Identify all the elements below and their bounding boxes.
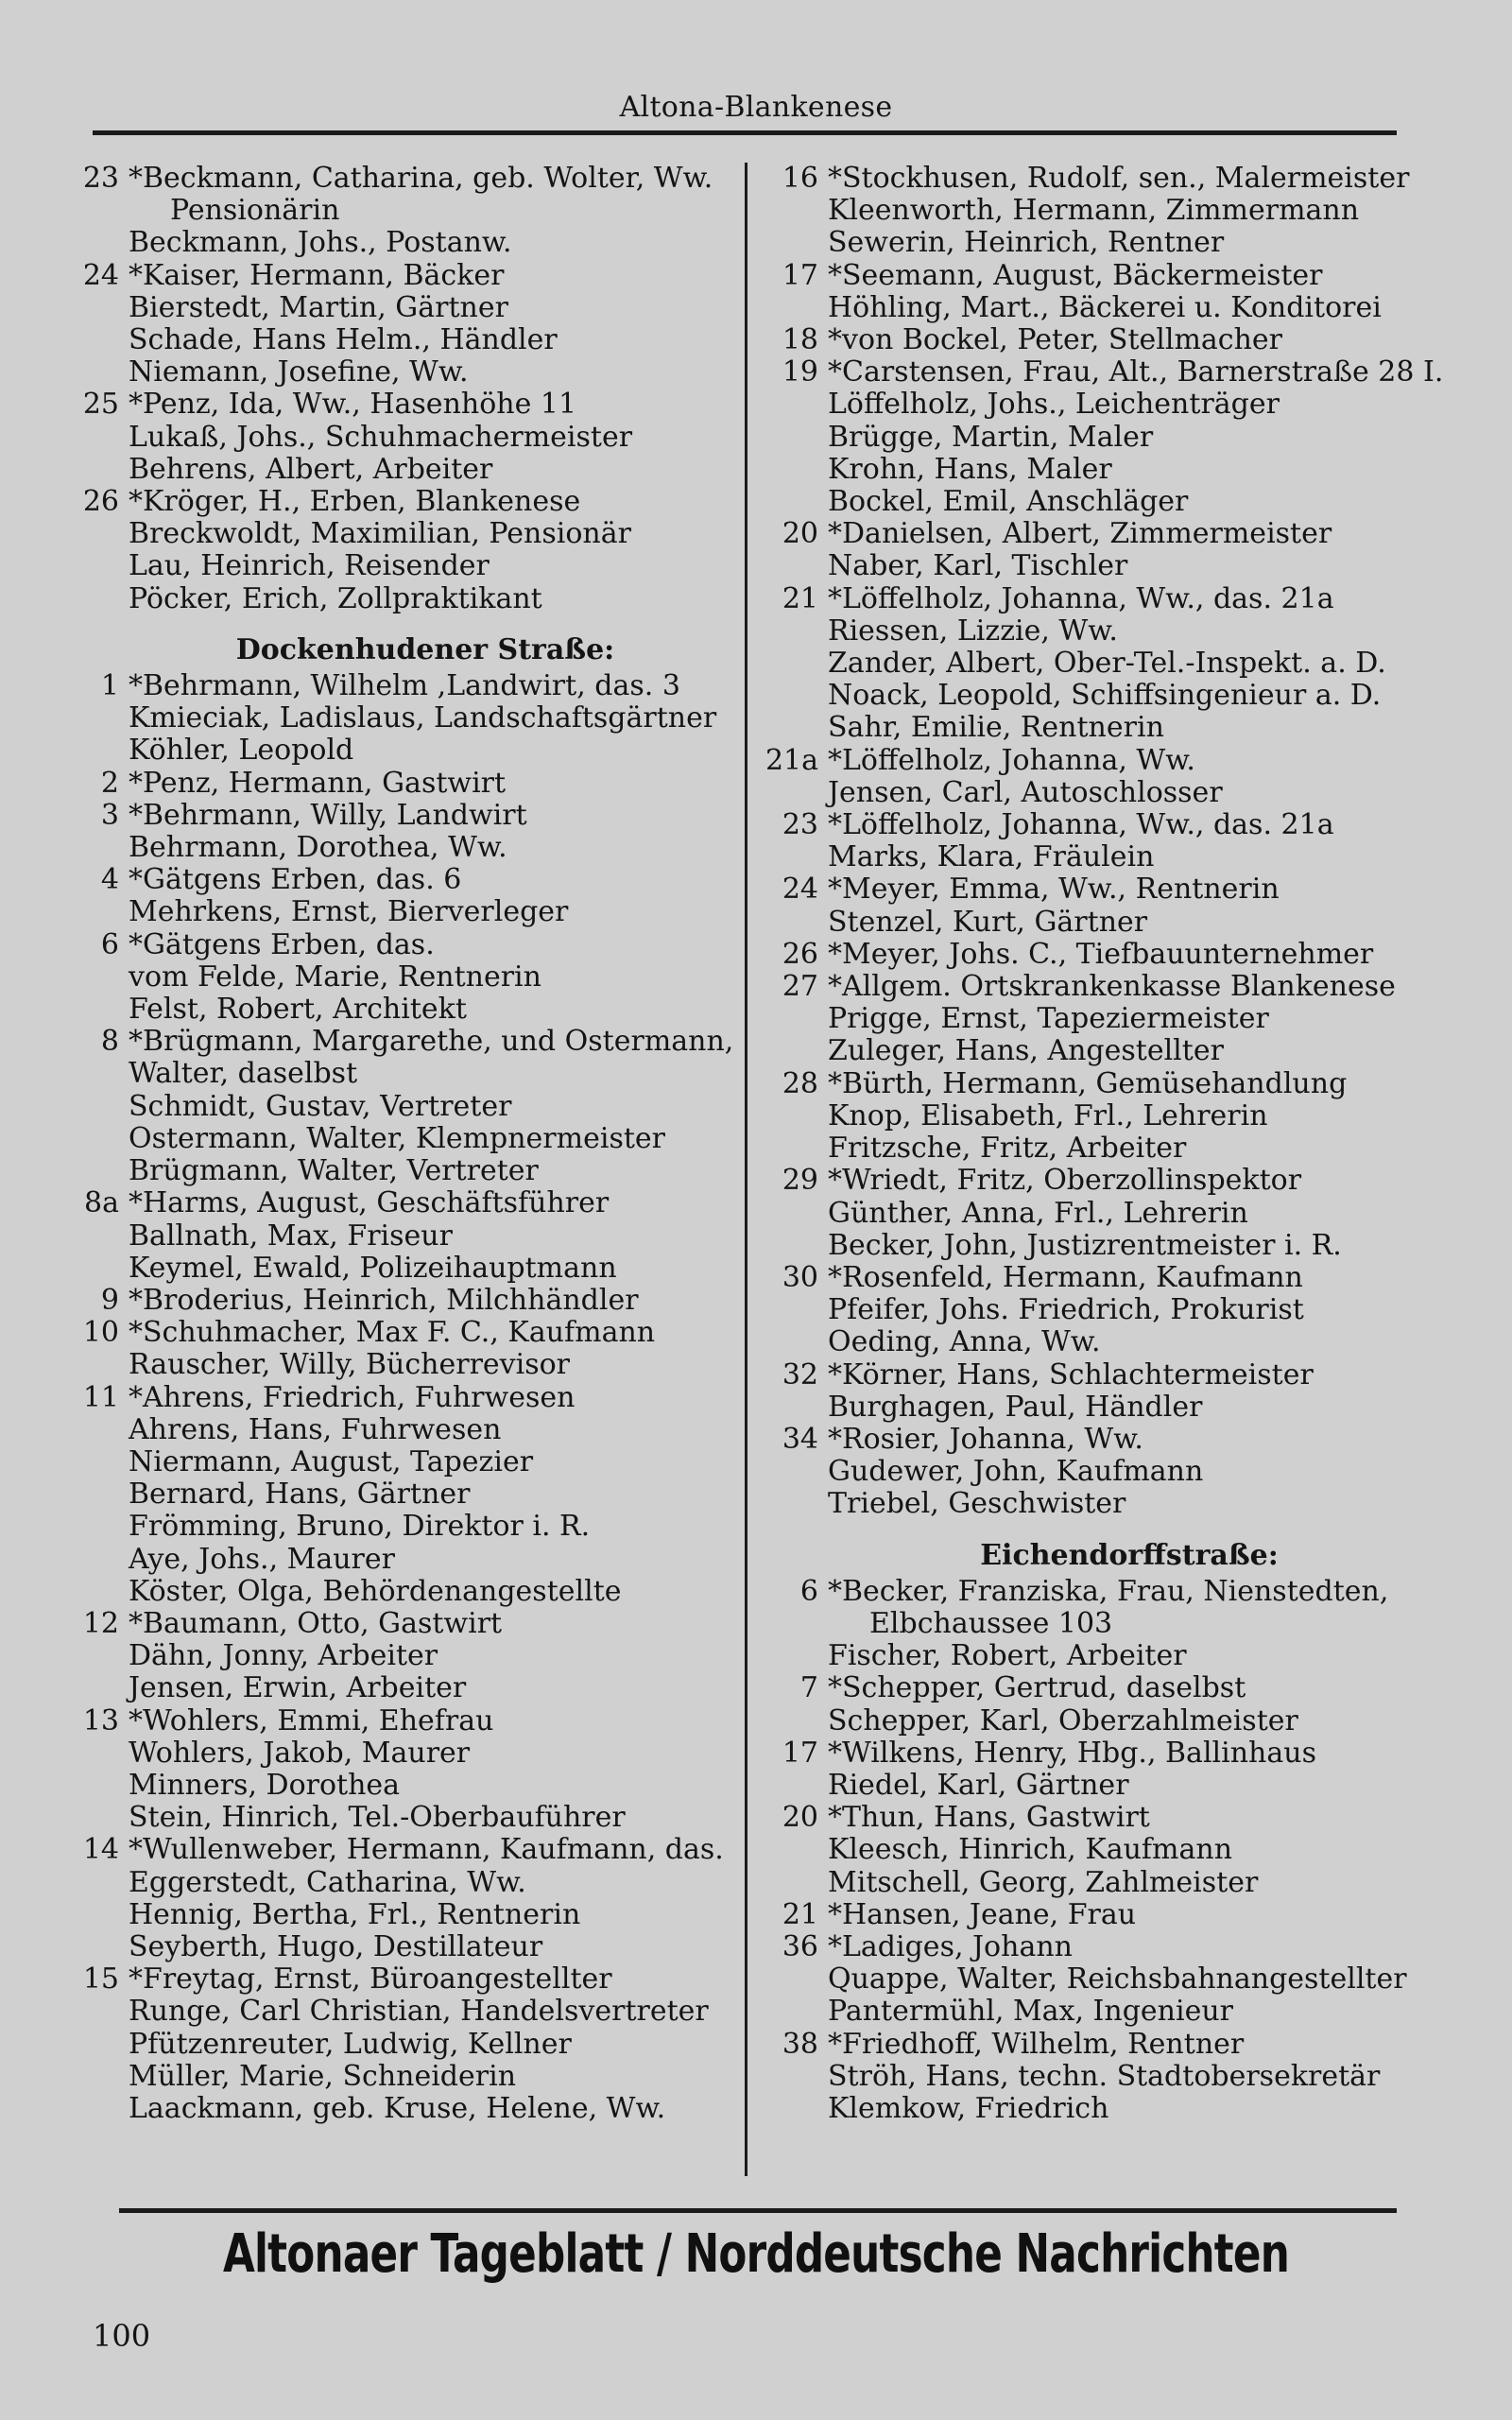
resident-line: Eggerstedt, Catharina, Ww.: [129, 1865, 526, 1899]
address-entry: [756, 745, 1455, 809]
house-number: 25: [82, 388, 119, 422]
resident-line: Pensionärin: [170, 194, 340, 228]
resident-line: Müller, Marie, Schneiderin: [129, 2059, 517, 2093]
house-number: 34: [782, 1422, 818, 1456]
owner-line: *Wohlers, Emmi, Ehefrau: [129, 1703, 494, 1737]
owner-line: *Körner, Hans, Schlachtermeister: [828, 1357, 1314, 1392]
house-number: 30: [782, 1260, 818, 1294]
resident-line: Brügmann, Walter, Vertreter: [129, 1154, 539, 1188]
resident-line: Minners, Dorothea: [129, 1768, 401, 1802]
owner-line: *Behrmann, Willy, Landwirt: [129, 798, 527, 832]
house-number: 6: [100, 927, 119, 961]
resident-line: Jensen, Erwin, Arbeiter: [129, 1671, 467, 1705]
resident-line: Löffelholz, Johs., Leichenträger: [828, 388, 1280, 422]
address-entry: [57, 260, 737, 389]
owner-line: *Brügmann, Margarethe, und Ostermann,: [129, 1025, 734, 1059]
house-number: 11: [82, 1380, 119, 1414]
address-entry: [756, 1931, 1455, 2029]
resident-line: vom Felde, Marie, Rentnerin: [129, 959, 541, 994]
owner-line: *Baumann, Otto, Gastwirt: [129, 1606, 503, 1640]
house-number: 29: [782, 1164, 818, 1198]
resident-line: Günther, Anna, Frl., Lehrerin: [828, 1196, 1248, 1230]
address-entry: [57, 486, 737, 615]
owner-line: *Allgem. Ortskrankenkasse Blankenese: [828, 970, 1396, 1004]
house-number: 9: [100, 1283, 119, 1317]
owner-line: *Beckmann, Catharina, geb. Wolter, Ww.: [129, 162, 713, 195]
resident-line: Runge, Carl Christian, Handelsvertreter: [129, 1995, 709, 2029]
resident-line: Kmieciak, Ladislaus, Landschaftsgärtner: [129, 701, 717, 735]
address-entry: [756, 939, 1455, 971]
address-entry: [756, 324, 1455, 356]
house-number: 8a: [84, 1186, 119, 1220]
address-entry: [57, 800, 737, 864]
house-number: 6: [799, 1574, 818, 1608]
resident-line: Schade, Hans Helm., Händler: [129, 323, 558, 357]
owner-line: *Wullenweber, Hermann, Kaufmann, das.: [129, 1833, 724, 1867]
resident-line: Kleesch, Hinrich, Kaufmann: [828, 1833, 1233, 1867]
resident-line: Schmidt, Gustav, Vertreter: [129, 1089, 512, 1123]
owner-line: *Stockhusen, Rudolf, sen., Malermeister: [828, 162, 1410, 195]
address-entry: [57, 1026, 737, 1187]
street-heading: Dockenhudener Straße:: [235, 632, 615, 666]
resident-line: Prigge, Ernst, Tapeziermeister: [828, 1002, 1269, 1036]
resident-line: Pfeifer, Johs. Friedrich, Prokurist: [828, 1293, 1304, 1327]
address-entry: [57, 1187, 737, 1285]
address-entry: [756, 1068, 1455, 1166]
house-number: 21: [782, 581, 818, 615]
owner-line: *Ahrens, Friedrich, Fuhrwesen: [129, 1380, 576, 1414]
owner-line: *Gätgens Erben, das. 6: [129, 863, 462, 897]
resident-line: Riedel, Karl, Gärtner: [828, 1768, 1129, 1802]
owner-line: *Freytag, Ernst, Büroangestellter: [129, 1962, 612, 1996]
resident-line: Fischer, Robert, Arbeiter: [828, 1639, 1187, 1673]
resident-line: Oeding, Anna, Ww.: [828, 1325, 1101, 1359]
resident-line: Pfützenreuter, Ludwig, Kellner: [129, 2027, 572, 2061]
house-number: 17: [782, 258, 818, 292]
owner-line: *Becker, Franziska, Frau, Nienstedten,: [828, 1574, 1389, 1608]
house-number: 15: [82, 1962, 119, 1996]
house-number: 21a: [765, 743, 818, 777]
resident-line: Keymel, Ewald, Polizeihauptmann: [129, 1251, 617, 1285]
house-number: 26: [782, 937, 818, 971]
address-entry: [57, 1317, 737, 1381]
resident-line: Klemkow, Friedrich: [828, 2091, 1109, 2125]
resident-line: Ballnath, Max, Friseur: [129, 1219, 453, 1253]
owner-line: *Danielsen, Albert, Zimmermeister: [828, 517, 1332, 551]
house-number: 20: [782, 517, 818, 551]
resident-line: Jensen, Carl, Autoschlosser: [828, 775, 1223, 809]
resident-line: Köster, Olga, Behördenangestellte: [129, 1574, 622, 1608]
resident-line: Sewerin, Heinrich, Rentner: [828, 226, 1225, 260]
owner-line: *Kröger, H., Erben, Blankenese: [129, 485, 581, 519]
address-entry: [756, 1576, 1455, 1673]
resident-line: Noack, Leopold, Schiffsingenieur a. D.: [828, 679, 1382, 713]
resident-line: Elbchaussee 103: [869, 1606, 1113, 1640]
house-number: 2: [100, 766, 119, 800]
house-number: 28: [782, 1066, 818, 1100]
owner-line: *Gätgens Erben, das.: [129, 927, 435, 961]
resident-line: Breckwoldt, Maximilian, Pensionär: [129, 517, 631, 551]
resident-line: Behrmann, Dorothea, Ww.: [129, 831, 507, 865]
address-entry: [57, 670, 737, 768]
resident-line: Mitschell, Georg, Zahlmeister: [828, 1865, 1259, 1899]
resident-line: Köhler, Leopold: [129, 734, 354, 768]
address-entry: [756, 1262, 1455, 1359]
house-number: 13: [82, 1703, 119, 1737]
resident-line: Lukaß, Johs., Schuhmachermeister: [129, 420, 633, 454]
resident-line: Zuleger, Hans, Angestellter: [828, 1034, 1224, 1068]
owner-line: *Wriedt, Fritz, Oberzollinspektor: [828, 1164, 1302, 1198]
owner-line: *Löffelholz, Johanna, Ww., das. 21a: [828, 581, 1334, 615]
resident-line: Stein, Hinrich, Tel.-Oberbauführer: [129, 1801, 626, 1835]
house-number: 4: [100, 863, 119, 897]
resident-line: Felst, Robert, Architekt: [129, 993, 467, 1027]
resident-line: Burghagen, Paul, Händler: [828, 1390, 1203, 1424]
address-entry: [756, 809, 1455, 873]
address-entry: [756, 1424, 1455, 1521]
owner-line: *Thun, Hans, Gastwirt: [828, 1801, 1150, 1835]
address-entry: [756, 971, 1455, 1068]
resident-line: Krohn, Hans, Maler: [828, 452, 1112, 486]
resident-line: Bockel, Emil, Anschläger: [828, 485, 1189, 519]
address-entry: [756, 583, 1455, 745]
address-entry: [756, 1802, 1455, 1899]
resident-line: Behrens, Albert, Arbeiter: [129, 452, 493, 486]
house-number: 24: [82, 258, 119, 292]
resident-line: Fritzsche, Fritz, Arbeiter: [828, 1132, 1187, 1166]
resident-line: Hennig, Bertha, Frl., Rentnerin: [129, 1897, 581, 1931]
resident-line: Pöcker, Erich, Zollpraktikant: [129, 581, 542, 615]
resident-line: Becker, John, Justizrentmeister i. R.: [828, 1228, 1342, 1262]
resident-line: Lau, Heinrich, Reisender: [129, 549, 490, 583]
house-number: 32: [782, 1357, 818, 1392]
address-entry: [57, 1963, 737, 2125]
owner-line: *Meyer, Emma, Ww., Rentnerin: [828, 873, 1280, 907]
address-entry: [756, 1165, 1455, 1262]
resident-line: Quappe, Walter, Reichsbahnangestellter: [828, 1962, 1407, 1996]
resident-line: Marks, Klara, Fräulein: [828, 840, 1155, 874]
house-number: 3: [100, 798, 119, 832]
address-entry: [57, 163, 737, 260]
house-number: 36: [782, 1929, 818, 1963]
house-number: 8: [100, 1025, 119, 1059]
house-number: 1: [100, 669, 119, 703]
footer-rule: [119, 2208, 1397, 2213]
owner-line: *Wilkens, Henry, Hbg., Ballinhaus: [828, 1736, 1316, 1770]
house-number: 21: [782, 1897, 818, 1931]
column-divider: [745, 163, 747, 2176]
page-number: 100: [93, 2318, 151, 2354]
address-entry: [57, 864, 737, 928]
resident-line: Laackmann, geb. Kruse, Helene, Ww.: [129, 2091, 666, 2125]
owner-line: *Friedhoff, Wilhelm, Rentner: [828, 2027, 1245, 2061]
street-heading: Eichendorffstraße:: [980, 1538, 1279, 1572]
house-number: 23: [782, 808, 818, 842]
house-number: 7: [799, 1671, 818, 1705]
resident-line: Kleenworth, Hermann, Zimmermann: [828, 194, 1360, 228]
owner-line: *Penz, Hermann, Gastwirt: [129, 766, 507, 800]
house-number: 16: [782, 162, 818, 195]
owner-line: *Kaiser, Hermann, Bäcker: [129, 258, 505, 292]
resident-line: Schepper, Karl, Oberzahlmeister: [828, 1703, 1298, 1737]
resident-line: Pantermühl, Max, Ingenieur: [828, 1995, 1234, 2029]
address-entry: [57, 1608, 737, 1705]
address-entry: [756, 1359, 1455, 1424]
owner-line: *Carstensen, Frau, Alt., Barnerstraße 28 I.: [828, 355, 1444, 389]
resident-line: Bierstedt, Martin, Gärtner: [129, 290, 508, 324]
resident-line: Mehrkens, Ernst, Bierverleger: [129, 895, 569, 929]
address-entry: [756, 356, 1455, 518]
resident-line: Gudewer, John, Kaufmann: [828, 1455, 1204, 1489]
resident-line: Sahr, Emilie, Rentnerin: [828, 711, 1164, 745]
address-entry: [57, 1834, 737, 1963]
resident-line: Ahrens, Hans, Fuhrwesen: [129, 1412, 502, 1446]
resident-line: Aye, Johs., Maurer: [129, 1542, 395, 1576]
house-number: 27: [782, 970, 818, 1004]
resident-line: Seyberth, Hugo, Destillateur: [129, 1929, 543, 1963]
house-number: 10: [82, 1316, 119, 1350]
house-number: 23: [82, 162, 119, 195]
page-header: Altona-Blankenese: [619, 91, 893, 124]
resident-line: Zander, Albert, Ober-Tel.-Inspekt. a. D.: [828, 647, 1386, 681]
resident-line: Rauscher, Willy, Bücherrevisor: [129, 1348, 571, 1382]
newspaper-banner: Altonaer Tageblatt / Norddeutsche Nachrichten: [222, 2223, 1290, 2285]
owner-line: *Hansen, Jeane, Frau: [828, 1897, 1137, 1931]
address-entry: [756, 1737, 1455, 1802]
header-rule: [93, 130, 1397, 135]
house-number: 18: [782, 323, 818, 357]
owner-line: *Ladiges, Johann: [828, 1929, 1073, 1963]
left-column: [57, 163, 737, 2125]
address-entry: [756, 1672, 1455, 1737]
owner-line: *Bürth, Hermann, Gemüsehandlung: [828, 1066, 1348, 1100]
address-entry: [57, 1382, 737, 1608]
right-column: [756, 163, 1455, 2125]
resident-line: Triebel, Geschwister: [828, 1487, 1126, 1521]
address-entry: [57, 1285, 737, 1317]
house-number: 17: [782, 1736, 818, 1770]
house-number: 19: [782, 355, 818, 389]
address-entry: [756, 2029, 1455, 2126]
owner-line: *Meyer, Johs. C., Tiefbauunternehmer: [828, 937, 1374, 971]
owner-line: *Schepper, Gertrud, daselbst: [828, 1671, 1246, 1705]
owner-line: *von Bockel, Peter, Stellmacher: [828, 323, 1282, 357]
address-entry: [57, 929, 737, 1027]
house-number: 12: [82, 1606, 119, 1640]
resident-line: Ströh, Hans, techn. Stadtobersekretär: [828, 2059, 1381, 2093]
address-entry: [57, 768, 737, 800]
house-number: 14: [82, 1833, 119, 1867]
resident-line: Bernard, Hans, Gärtner: [129, 1478, 471, 1512]
address-entry: [756, 873, 1455, 938]
owner-line: *Behrmann, Wilhelm ,Landwirt, das. 3: [129, 669, 680, 703]
owner-line: *Broderius, Heinrich, Milchhändler: [129, 1283, 639, 1317]
address-entry: [756, 260, 1455, 324]
resident-line: Beckmann, Johs., Postanw.: [129, 226, 512, 260]
address-entry: [756, 518, 1455, 582]
address-entry: [57, 1705, 737, 1835]
owner-line: *Löffelholz, Johanna, Ww., das. 21a: [828, 808, 1334, 842]
house-number: 20: [782, 1801, 818, 1835]
address-entry: [756, 163, 1455, 260]
owner-line: *Löffelholz, Johanna, Ww.: [828, 743, 1195, 777]
resident-line: Dähn, Jonny, Arbeiter: [129, 1639, 438, 1673]
owner-line: *Harms, August, Geschäftsführer: [129, 1186, 610, 1220]
resident-line: Frömming, Bruno, Direktor i. R.: [129, 1510, 591, 1544]
house-number: 26: [82, 485, 119, 519]
owner-line: *Schuhmacher, Max F. C., Kaufmann: [129, 1316, 656, 1350]
address-entry: [57, 389, 737, 486]
owner-line: *Penz, Ida, Ww., Hasenhöhe 11: [129, 388, 577, 422]
owner-line: *Rosenfeld, Hermann, Kaufmann: [828, 1260, 1303, 1294]
house-number: 38: [782, 2027, 818, 2061]
resident-line: Wohlers, Jakob, Maurer: [129, 1736, 471, 1770]
resident-line: Walter, daselbst: [129, 1057, 358, 1091]
resident-line: Höhling, Mart., Bäckerei u. Konditorei: [828, 290, 1382, 324]
owner-line: *Seemann, August, Bäckermeister: [828, 258, 1323, 292]
resident-line: Naber, Karl, Tischler: [828, 549, 1128, 583]
resident-line: Riessen, Lizzie, Ww.: [828, 614, 1118, 648]
owner-line: *Rosier, Johanna, Ww.: [828, 1422, 1143, 1456]
resident-line: Niemann, Josefine, Ww.: [129, 355, 469, 389]
resident-line: Knop, Elisabeth, Frl., Lehrerin: [828, 1098, 1268, 1132]
address-entry: [756, 1899, 1455, 1931]
resident-line: Brügge, Martin, Maler: [828, 420, 1154, 454]
house-number: 24: [782, 873, 818, 907]
resident-line: Niermann, August, Tapezier: [129, 1444, 534, 1478]
resident-line: Ostermann, Walter, Klempnermeister: [129, 1121, 665, 1155]
resident-line: Stenzel, Kurt, Gärtner: [828, 905, 1148, 939]
